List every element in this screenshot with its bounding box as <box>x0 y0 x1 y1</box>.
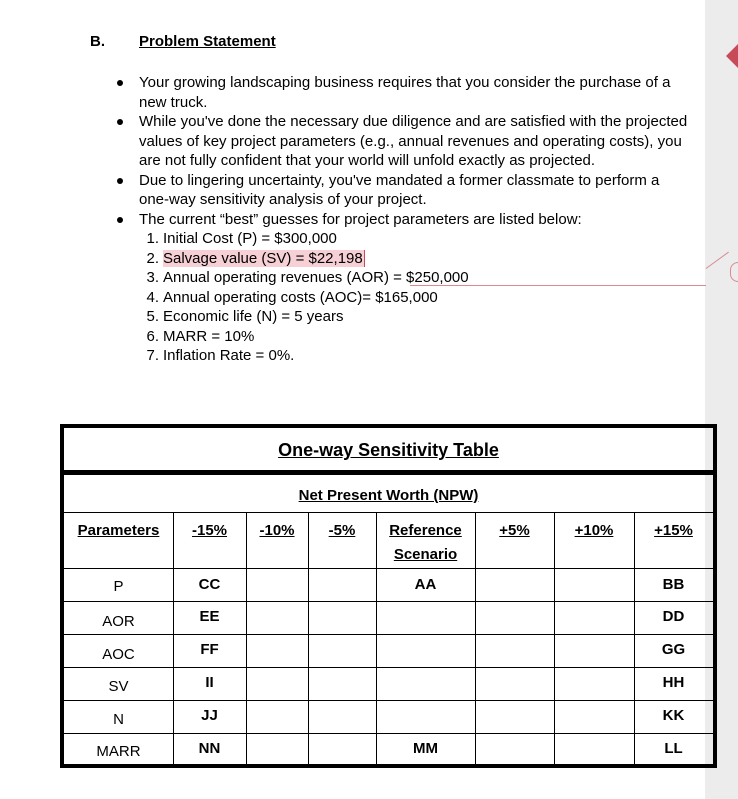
cell-sv-plus-15: HH <box>662 674 685 691</box>
row-label-aoc: AOC <box>102 646 135 663</box>
parameter-text-highlighted[interactable]: Salvage value (SV) = $22,198 <box>163 249 363 267</box>
parameter-text: Economic life (N) = 5 years <box>163 308 344 325</box>
table-col-rule <box>634 512 635 768</box>
cell-aoc-plus-15: GG <box>661 641 686 658</box>
header-plus-15: +15% <box>654 522 693 539</box>
parameter-number: 2. <box>146 249 159 267</box>
parameter-item <box>139 327 693 347</box>
table-rule <box>64 733 713 734</box>
sensitivity-table <box>60 424 717 768</box>
bullet-item <box>113 171 693 210</box>
table-title: One-way Sensitivity Table <box>278 440 499 460</box>
header-minus-5: -5% <box>328 522 356 539</box>
bullet-item <box>113 210 693 366</box>
table-col-rule <box>246 512 247 768</box>
parameter-text: Inflation Rate = 0%. <box>163 347 295 364</box>
problem-bullets <box>113 73 693 366</box>
parameter-text: Annual operating costs (AOC)= $165,000 <box>163 288 438 306</box>
parameter-number: 4. <box>146 288 159 306</box>
parameter-item <box>139 249 693 269</box>
comment-anchor-icon[interactable] <box>730 262 738 282</box>
section-letter: B. <box>90 33 105 50</box>
header-minus-15: -15% <box>191 522 228 539</box>
header-plus-10: +10% <box>574 522 614 539</box>
row-label-n: N <box>113 711 124 728</box>
cell-marr-plus-15: LL <box>664 740 683 757</box>
comment-marker-icon[interactable] <box>726 42 738 70</box>
row-label-marr: MARR <box>96 743 141 760</box>
parameter-number: 5. <box>146 308 159 325</box>
cell-marr-minus-15: NN <box>198 740 221 757</box>
parameter-number: 7. <box>146 347 159 364</box>
cell-aoc-minus-15: FF <box>200 641 219 658</box>
cell-n-plus-15: KK <box>662 707 685 724</box>
table-col-rule <box>308 512 309 768</box>
header-minus-10: -10% <box>259 522 295 539</box>
table-col-rule <box>554 512 555 768</box>
table-rule <box>64 667 713 668</box>
bullet-item <box>113 73 693 112</box>
cell-marr-reference: MM <box>413 740 438 757</box>
bullet-text: Due to lingering uncertainty, you've mandated a former classmate to perform a one-way sensitivity analysis of your project. <box>139 171 660 208</box>
table-col-rule <box>173 512 174 768</box>
bullet-text: While you've done the necessary due diligence and are satisfied with the projected values of key project parameters (e.g., annual revenues and operating costs), you are not fully confident that your world will unfold exactly as projected. <box>139 113 688 169</box>
parameter-item <box>139 288 693 308</box>
header-reference: Reference <box>389 522 462 539</box>
row-label-sv: SV <box>108 678 129 695</box>
parameter-number: 3. <box>146 269 159 286</box>
table-rule <box>64 700 713 701</box>
cell-p-plus-15: BB <box>662 576 685 593</box>
row-label-p: P <box>113 578 124 595</box>
parameter-text: MARR = 10% <box>163 327 255 345</box>
bullet-text: The current “best” guesses for project parameters are listed below: <box>139 210 582 228</box>
parameter-item <box>139 346 693 366</box>
parameter-item <box>139 268 693 288</box>
cell-p-reference: AA <box>414 576 437 593</box>
parameter-list <box>139 229 693 366</box>
parameter-item <box>139 307 693 327</box>
cell-aor-plus-15: DD <box>662 608 685 625</box>
parameter-text: Annual operating revenues (AOR) = $250,000 <box>163 269 469 286</box>
table-rule <box>64 601 713 602</box>
cell-aor-minus-15: EE <box>199 608 220 625</box>
header-parameters: Parameters <box>77 522 160 539</box>
cell-n-minus-15: JJ <box>201 707 218 724</box>
section-title: Problem Statement <box>139 33 276 50</box>
table-col-rule <box>475 512 476 768</box>
cell-p-minus-15: CC <box>198 576 221 593</box>
table-rule <box>64 512 713 513</box>
header-scenario: Scenario <box>393 546 458 563</box>
npw-label: Net Present Worth (NPW) <box>298 487 479 504</box>
cell-sv-minus-15: II <box>205 674 214 691</box>
parameter-text: Initial Cost (P) = $300,000 <box>163 230 337 247</box>
parameter-item <box>139 229 693 249</box>
parameter-number: 1. <box>146 230 159 247</box>
bullet-item <box>113 112 693 171</box>
parameter-number: 6. <box>146 327 159 345</box>
table-title-row <box>64 428 713 474</box>
table-rule <box>64 634 713 635</box>
bullet-text: Your growing landscaping business requires that you consider the purchase of a new truck. <box>139 74 671 111</box>
table-rule <box>64 568 713 569</box>
row-label-aor: AOR <box>102 613 135 630</box>
header-plus-5: +5% <box>499 522 530 539</box>
npw-row <box>64 474 713 513</box>
